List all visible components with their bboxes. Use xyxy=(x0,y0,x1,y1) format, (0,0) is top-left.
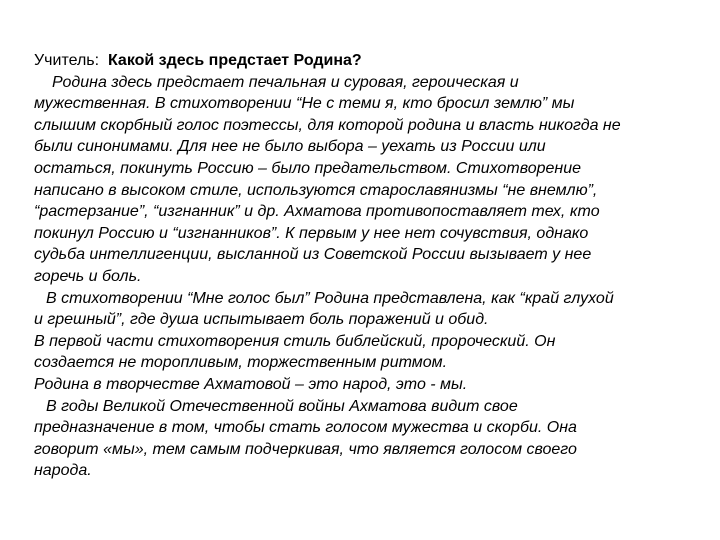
text-line: В стихотворении “Мне голос был” Родина представлена, как “край глухой xyxy=(46,289,614,307)
heading-line xyxy=(34,50,704,72)
text-line: и грешный”, где душа испытывает боль поражений и обид. xyxy=(34,311,489,329)
text-line: слышим скорбный голос поэтессы, для которой родина и власть никогда не xyxy=(34,116,621,134)
text-line: судьба интеллигенции, высланной из Советской России вызывает у нее xyxy=(34,246,592,264)
text-line: “растерзание”, “изгнанник” и др. Ахматова противопоставляет тех, кто xyxy=(34,203,600,221)
text-line: покинул Россию и “изгнанников”. К первым у нее нет сочувствия, однако xyxy=(34,224,589,242)
text-line: мужественная. В стихотворении “Не с теми я, кто бросил землю” мы xyxy=(34,95,575,113)
text-line: В первой части стихотворения стиль библейский, пророческий. Он xyxy=(34,332,556,350)
text-line: горечь и боль. xyxy=(34,267,142,285)
text-line: создается не торопливым, торжественным ритмом. xyxy=(34,354,448,372)
text-line: Родина здесь предстает печальная и суровая, героическая и xyxy=(52,73,519,91)
text-block xyxy=(34,50,704,482)
text-line: говорит «мы», тем самым подчеркивая, что является голосом своего xyxy=(34,440,577,458)
text-line: народа. xyxy=(34,462,92,480)
text-line: В годы Великой Отечественной войны Ахматова видит свое xyxy=(46,397,518,415)
text-line: написано в высоком стиле, используются старославянизмы “не внемлю”, xyxy=(34,181,598,199)
text-line: были синонимами. Для нее не было выбора – уехать из России или xyxy=(34,138,546,156)
text-line: предназначение в том, чтобы стать голосом мужества и скорби. Она xyxy=(34,419,577,437)
speaker-label: Учитель: xyxy=(34,52,100,69)
text-line: остаться, покинуть Россию – было предательством. Стихотворение xyxy=(34,159,582,177)
heading-question: Какой здесь предстает Родина? xyxy=(107,52,362,69)
text-line: Родина в творчестве Ахматовой – это народ, это - мы. xyxy=(34,375,468,393)
